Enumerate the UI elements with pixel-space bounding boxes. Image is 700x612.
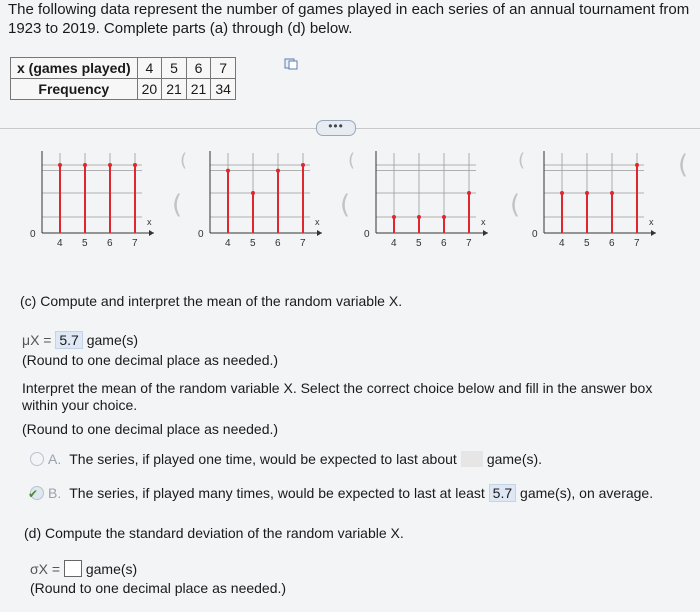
stem-point bbox=[58, 163, 62, 167]
x-cell: 4 bbox=[137, 58, 162, 79]
tick-label: 5 bbox=[584, 238, 590, 249]
choice-a-letter: A. bbox=[48, 451, 62, 467]
tick-label: 7 bbox=[132, 238, 138, 249]
copy-data-icon[interactable] bbox=[284, 58, 298, 70]
stem-point bbox=[392, 215, 396, 219]
x-header: x (games played) bbox=[11, 58, 138, 79]
tick-label: 6 bbox=[107, 238, 113, 249]
zoom-graph-icon[interactable]: ( bbox=[678, 150, 689, 180]
tick-label: 5 bbox=[250, 238, 256, 249]
stem-point bbox=[108, 163, 112, 167]
tick-label: 7 bbox=[466, 238, 472, 249]
zoom-graph-icon[interactable]: ( bbox=[172, 190, 183, 220]
stem-point bbox=[585, 191, 589, 195]
choice-b-text: The series, if played many times, would be expected to last at least bbox=[69, 485, 485, 501]
problem-intro: The following data represent the number of games played in each series of an annual tournament from 1923 to 2019. Complete parts (a) through (d) below. bbox=[8, 1, 690, 37]
choice-a-radio[interactable] bbox=[30, 452, 44, 466]
tick-label: 7 bbox=[634, 238, 640, 249]
tick-label: 5 bbox=[416, 238, 422, 249]
stem-point bbox=[417, 215, 421, 219]
part-d-heading: (d) Compute the standard deviation of the random variable X. bbox=[24, 525, 404, 541]
tick-label: 4 bbox=[559, 238, 565, 249]
graph-choice-1[interactable] bbox=[28, 145, 163, 260]
graph-radio-icon[interactable]: ( bbox=[180, 150, 188, 171]
stem-point bbox=[276, 169, 280, 173]
sigma-symbol: σX = bbox=[30, 561, 61, 577]
stem-point bbox=[610, 191, 614, 195]
tick-label: 6 bbox=[441, 238, 447, 249]
tick-label: 6 bbox=[609, 238, 615, 249]
axis-arrow-icon bbox=[483, 230, 488, 236]
interpret-round-note: (Round to one decimal place as needed.) bbox=[22, 421, 279, 437]
sd-answer-box[interactable] bbox=[64, 560, 82, 577]
mean-round-note: (Round to one decimal place as needed.) bbox=[22, 352, 279, 368]
choice-b-letter: B. bbox=[48, 485, 62, 501]
graph-radio-icon[interactable]: ( bbox=[348, 150, 356, 171]
choice-a-unit: game(s). bbox=[486, 451, 543, 467]
tick-label: 4 bbox=[391, 238, 397, 249]
zoom-graph-icon[interactable]: ( bbox=[340, 190, 351, 220]
graph-choice-4[interactable] bbox=[530, 145, 665, 260]
frequency-cell: 20 bbox=[137, 79, 162, 100]
choice-b-unit: game(s), on average. bbox=[520, 485, 654, 501]
choice-a-text: The series, if played one time, would be expected to last about bbox=[69, 451, 457, 467]
graph-radio-icon[interactable]: ( bbox=[518, 150, 526, 171]
axis-x-label: x bbox=[649, 217, 654, 227]
zero-label: 0 bbox=[198, 229, 204, 240]
x-cell: 5 bbox=[162, 58, 187, 79]
checkmark-icon: ✔ bbox=[28, 487, 39, 501]
axis-x-label: x bbox=[147, 217, 152, 227]
frequency-cell: 21 bbox=[186, 79, 211, 100]
frequency-cell: 21 bbox=[162, 79, 187, 100]
tick-label: 4 bbox=[225, 238, 231, 249]
zero-label: 0 bbox=[532, 229, 538, 240]
zoom-graph-icon[interactable]: ( bbox=[510, 190, 521, 220]
sd-answer-row bbox=[30, 560, 137, 578]
stem-point bbox=[467, 191, 471, 195]
sd-unit: game(s) bbox=[85, 561, 138, 577]
axis-x-label: x bbox=[315, 217, 320, 227]
stem-point bbox=[635, 163, 639, 167]
frequency-row bbox=[11, 79, 236, 100]
stem-point bbox=[560, 191, 564, 195]
zero-label: 0 bbox=[30, 229, 36, 240]
choice-a[interactable] bbox=[30, 451, 542, 468]
choice-b-radio[interactable] bbox=[30, 486, 44, 500]
axis-arrow-icon bbox=[317, 230, 322, 236]
stem-point bbox=[83, 163, 87, 167]
tick-label: 4 bbox=[57, 238, 63, 249]
interpret-prompt: Interpret the mean of the random variable X. Select the correct choice below and fill in the answer box within your choice. bbox=[22, 380, 653, 413]
axis-arrow-icon bbox=[651, 230, 656, 236]
stem-point bbox=[301, 163, 305, 167]
tick-label: 7 bbox=[300, 238, 306, 249]
graph-choice-3[interactable] bbox=[362, 145, 497, 260]
part-c-heading: (c) Compute and interpret the mean of the random variable X. bbox=[20, 293, 403, 309]
stem-point bbox=[133, 163, 137, 167]
axis-arrow-icon bbox=[149, 230, 154, 236]
mean-unit: game(s) bbox=[86, 332, 139, 348]
choice-a-answer-box[interactable] bbox=[461, 451, 483, 467]
axis-x-label: x bbox=[481, 217, 486, 227]
x-cell: 7 bbox=[211, 58, 236, 79]
stem-point bbox=[226, 169, 230, 173]
zero-label: 0 bbox=[364, 229, 370, 240]
x-row bbox=[11, 58, 236, 79]
graph-choice-2[interactable] bbox=[196, 145, 331, 260]
tick-label: 5 bbox=[82, 238, 88, 249]
frequency-header: Frequency bbox=[11, 79, 138, 100]
expand-more-button[interactable]: ••• bbox=[316, 120, 356, 136]
mean-answer-box[interactable]: 5.7 bbox=[55, 331, 82, 349]
x-cell: 6 bbox=[186, 58, 211, 79]
frequency-cell: 34 bbox=[211, 79, 236, 100]
stem-point bbox=[251, 191, 255, 195]
choice-b-answer-box[interactable]: 5.7 bbox=[489, 484, 516, 502]
choice-b[interactable] bbox=[30, 484, 653, 502]
tick-label: 6 bbox=[275, 238, 281, 249]
sd-round-note: (Round to one decimal place as needed.) bbox=[30, 580, 287, 596]
stem-point bbox=[442, 215, 446, 219]
frequency-table bbox=[10, 57, 236, 100]
mean-answer-row bbox=[22, 331, 138, 349]
mu-symbol: μX = bbox=[22, 332, 52, 348]
